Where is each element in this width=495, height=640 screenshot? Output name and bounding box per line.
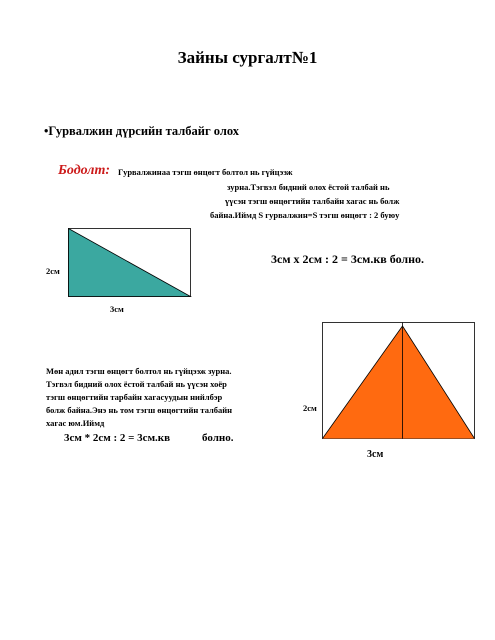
- page-title: Зайны сургалт№1: [177, 48, 318, 67]
- figure1-width-label: 3см: [110, 304, 124, 314]
- paragraph2-line-2: Тэгвэл бидний олох ёстой талбай нь үүсэн хоёр: [46, 379, 227, 389]
- equation-1: 3см х 2см : 2 = 3см.кв болно.: [271, 252, 425, 266]
- solution-line-2: зурна.Тэгвэл бидний олох ёстой талбай нь: [227, 182, 390, 192]
- bullet-heading: •Гурвалжин дүрсийн талбайг олох: [44, 124, 240, 138]
- solution-line-3: үүсэн тэгш өнцөгтийн талбайн хагас нь болж: [225, 196, 400, 206]
- paragraph2-line-4: болж байна.Энэ нь том тэгш өнцөгтийн талбайн: [46, 405, 233, 415]
- teal-triangle: [69, 229, 191, 297]
- paragraph2-line-1: Мөн адил тэгш өнцөгт болтол нь гүйцээж зурна.: [46, 366, 232, 376]
- equation-2: 3см * 2см : 2 = 3см.кв: [64, 432, 171, 444]
- figure1-height-label: 2см: [46, 266, 60, 276]
- solution-line-4: байна.Иймд S гурвалжин=S тэгш өнцөгт : 2 буюу: [210, 210, 400, 220]
- paragraph2-line-3: тэгш өнцөгтийн тарбайн хагасуудын нийлбэр: [46, 392, 223, 402]
- paragraph2-line-5: хагас юм.Иймд: [46, 418, 105, 428]
- solution-label: Бодолт:: [58, 163, 111, 178]
- solution-line-1: Гурвалжинаа тэгш өнцөгт болтол нь гүйцээж: [118, 167, 293, 177]
- figure2-height-label: 2см: [303, 403, 317, 413]
- isosceles-triangle-figure: [322, 322, 476, 440]
- right-triangle-figure: [68, 228, 192, 298]
- figure2-width-label: 3см: [367, 449, 384, 460]
- equation-2-suffix: болно.: [202, 432, 234, 444]
